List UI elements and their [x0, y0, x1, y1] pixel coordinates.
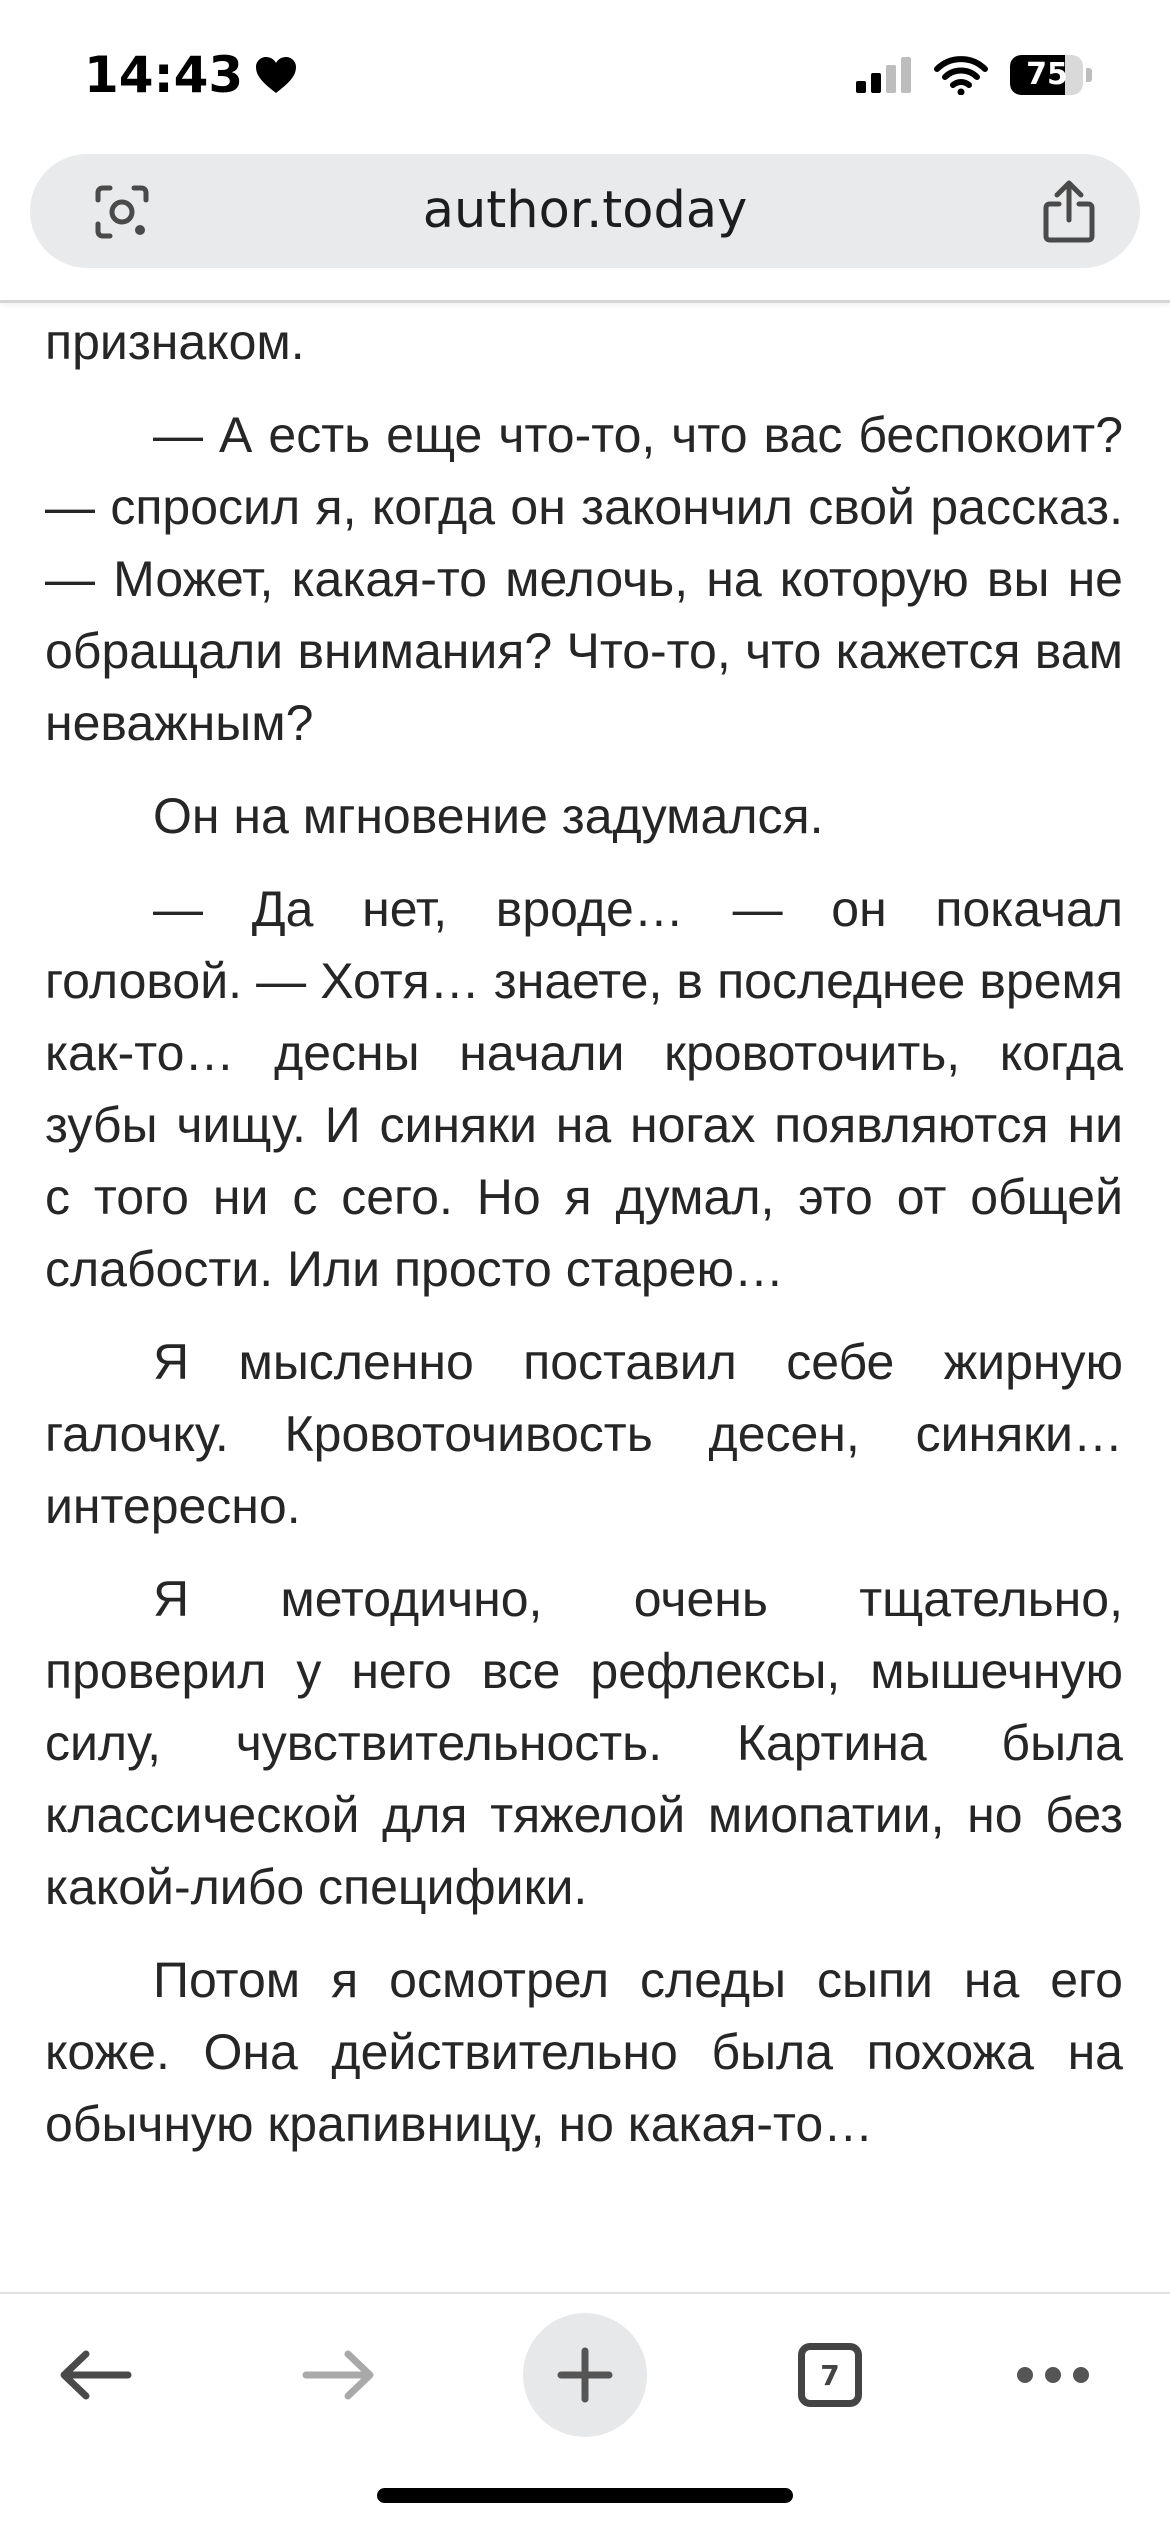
back-arrow-icon: [58, 2349, 132, 2401]
signal-icon: [856, 57, 912, 93]
share-icon[interactable]: [1040, 178, 1098, 244]
new-tab-button[interactable]: [520, 2310, 650, 2440]
status-time-text: 14:43: [84, 46, 244, 104]
address-bar[interactable]: [30, 154, 1140, 268]
tab-switcher-button[interactable]: [765, 2310, 895, 2440]
heart-icon: [255, 56, 297, 94]
paragraph: Я мысленно поставил себе жирную галочку. Кровоточивость десен, синяки… интересно.: [45, 1334, 1123, 1534]
url-text[interactable]: author.today: [422, 181, 748, 240]
header-divider: [0, 300, 1170, 303]
article-body: [45, 306, 1123, 2290]
battery-icon: [1010, 55, 1092, 95]
paragraph: Я методично, очень тщательно, проверил у него все рефлексы, мышечную силу, чувствительность. Картина была классической для тяжелой миопатии, но без какой-либо специфики.: [45, 1571, 1123, 1915]
status-icons: [856, 55, 1092, 95]
paragraph: — А есть еще что-то, что вас беспокоит? — спросил я, когда он закончил свой рассказ. — Может, какая-то мелочь, на которую вы не обращали внимания? Что-то, что кажется вам неважным?: [45, 407, 1123, 751]
more-button[interactable]: [988, 2310, 1118, 2440]
paragraph: признаком.: [45, 314, 305, 370]
status-time: [84, 46, 297, 104]
status-bar: [0, 0, 1170, 150]
forward-button[interactable]: [274, 2310, 404, 2440]
tab-count: 7: [798, 2343, 862, 2407]
back-button[interactable]: [30, 2310, 160, 2440]
paragraph: Потом я осмотрел следы сыпи на его коже. Она действительно была похожа на обычную крапивницу, но какая-то…: [45, 1952, 1123, 2152]
paragraph: Он на мгновение задумался.: [153, 788, 824, 844]
home-indicator: [377, 2488, 793, 2503]
wifi-icon: [934, 55, 988, 95]
battery-level: 75: [1026, 57, 1068, 92]
paragraph: — Да нет, вроде… — он покачал головой. — Хотя… знаете, в последнее время как-то… десны начали кровоточить, когда зубы чищу. И синяки на ногах появляются ни с того ни с сего. Но я думал, это от общей слабости. Или просто старею…: [45, 881, 1123, 1297]
more-icon: [1015, 2365, 1091, 2385]
forward-arrow-icon: [302, 2349, 376, 2401]
plus-icon: [557, 2347, 613, 2403]
